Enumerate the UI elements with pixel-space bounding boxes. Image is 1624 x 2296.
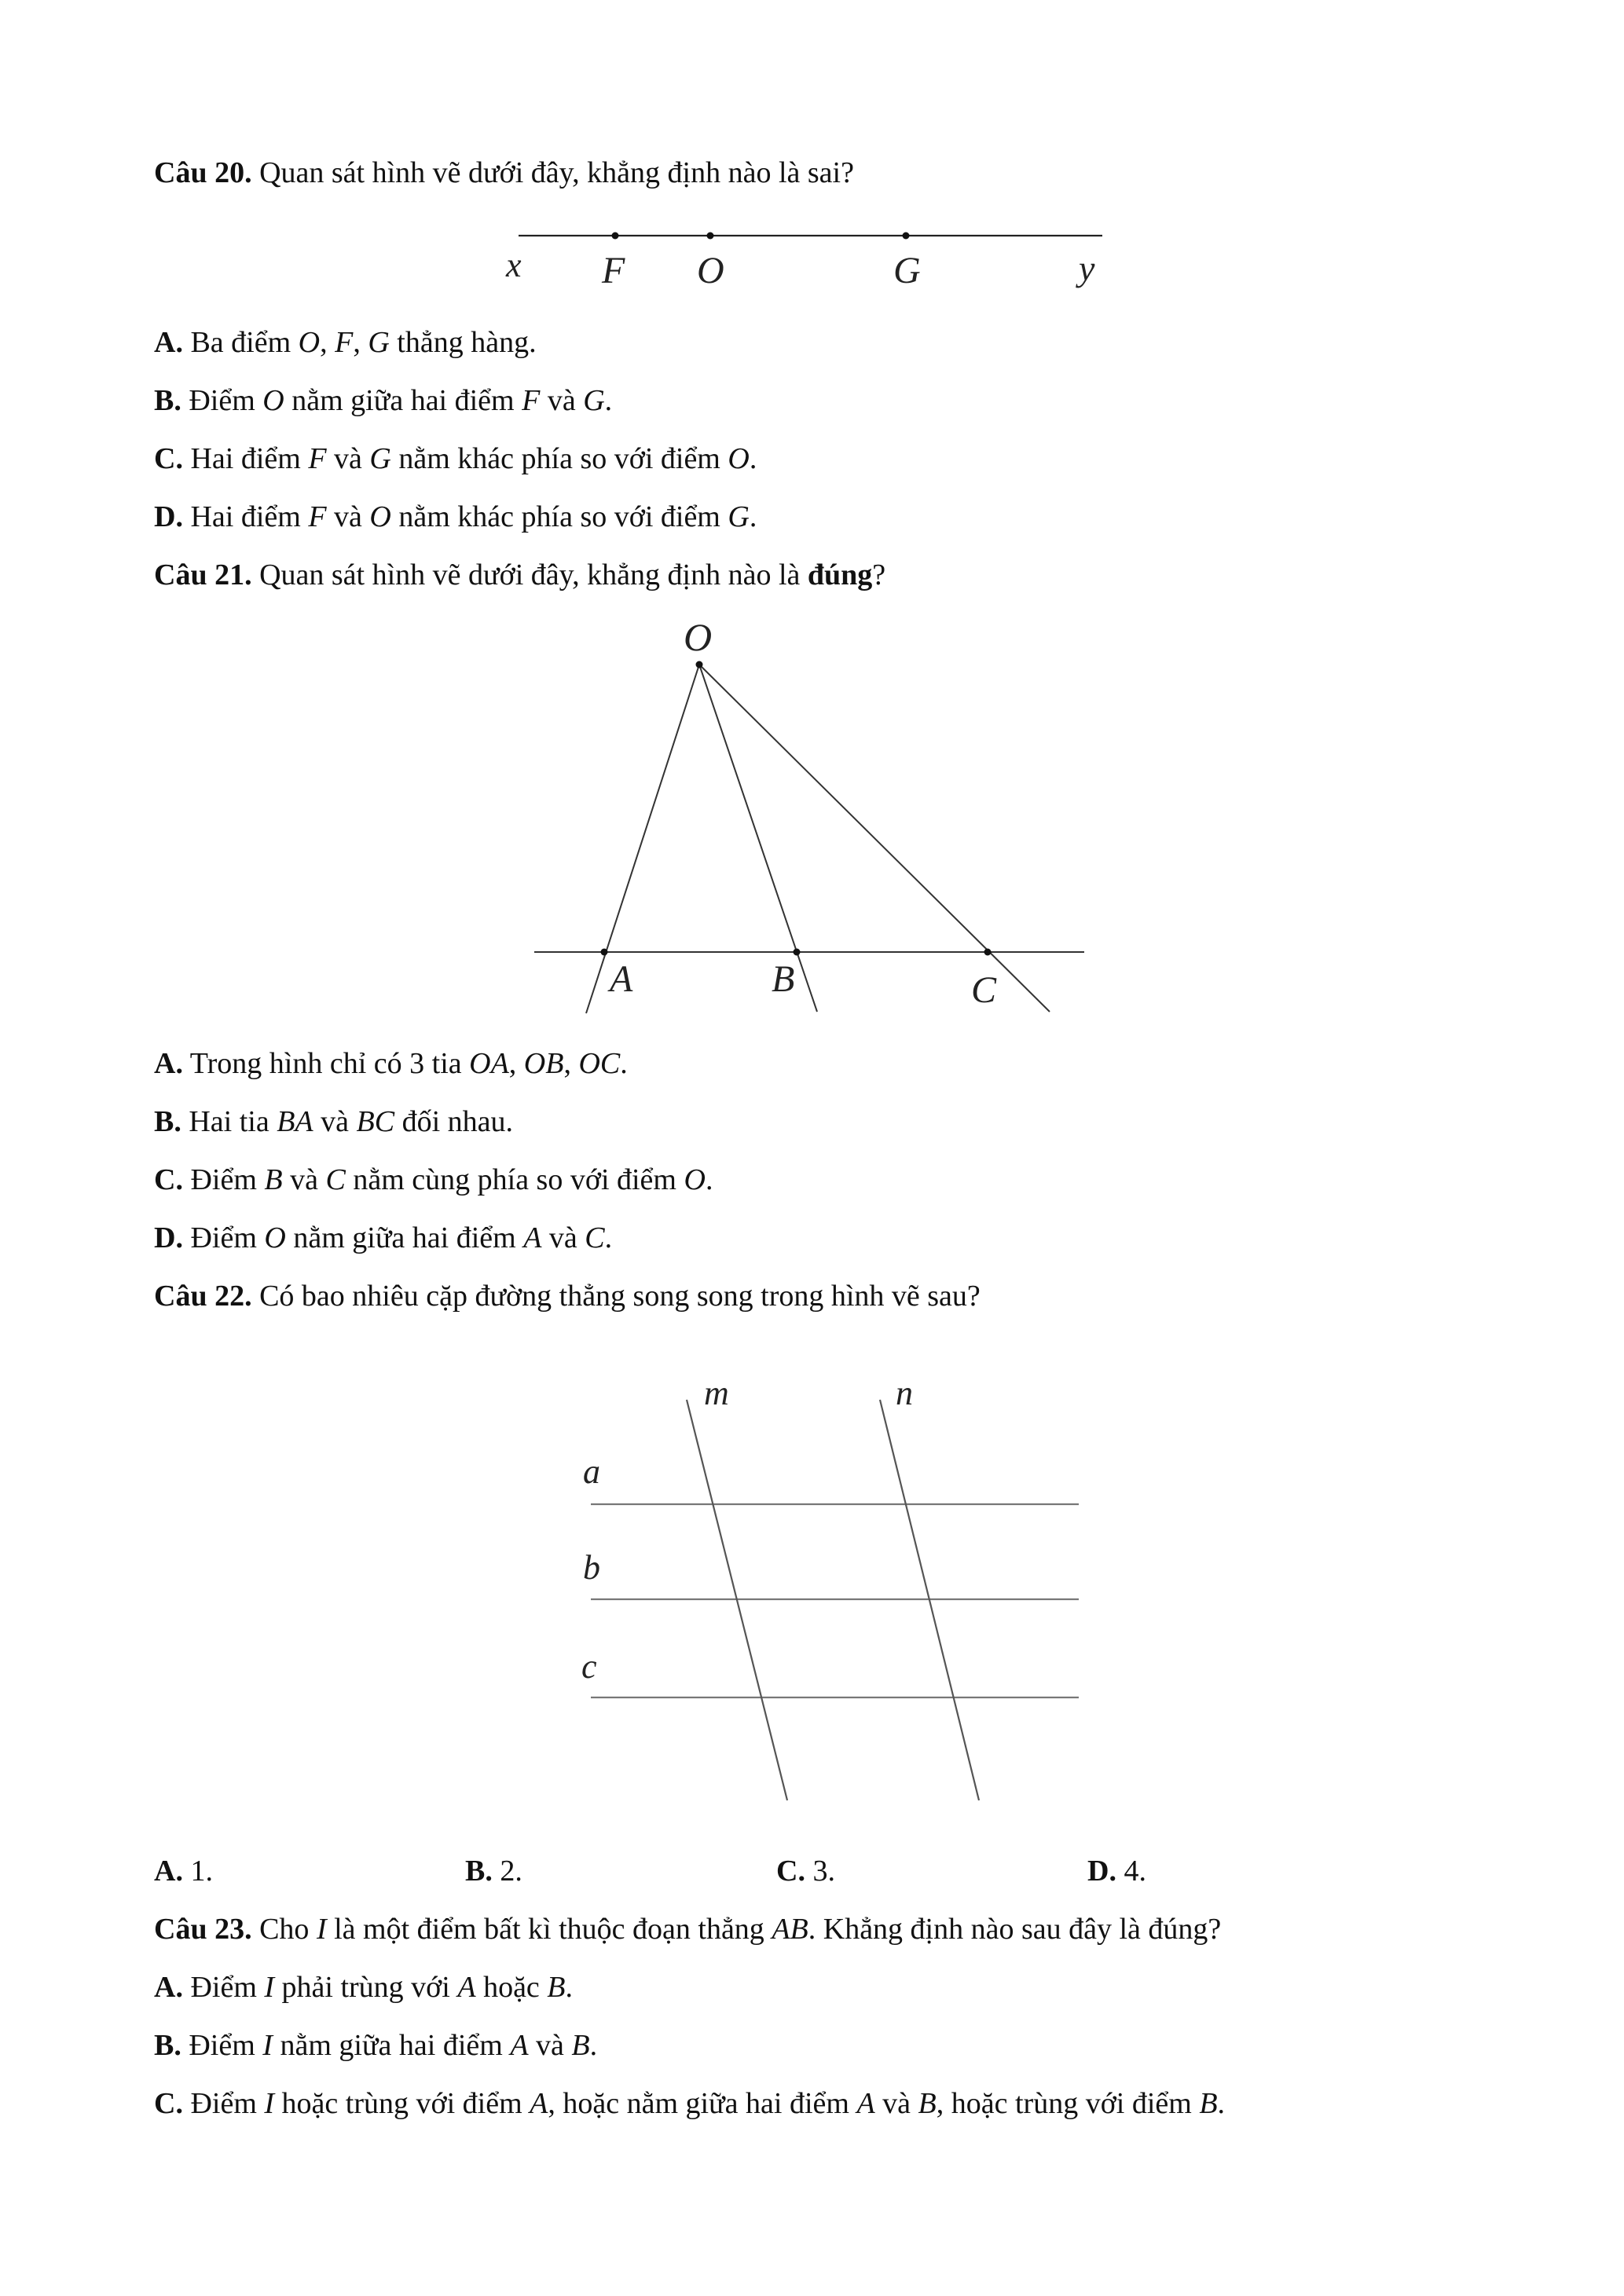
q23-option-b: B. Điểm I nằm giữa hai điểm A và B. bbox=[154, 2029, 598, 2062]
ray-oc bbox=[699, 665, 1050, 1012]
ray-oa bbox=[586, 665, 699, 1013]
q22-option-d: D. 4. bbox=[1087, 1855, 1146, 1888]
point-F bbox=[612, 233, 619, 240]
q20-stem: Câu 20. Quan sát hình vẽ dưới đây, khẳng định nào là sai? bbox=[154, 156, 854, 189]
q20-option-d: D. Hai điểm F và O nằm khác phía so với điểm G. bbox=[154, 500, 757, 533]
point-A bbox=[601, 949, 608, 956]
point-B bbox=[794, 949, 801, 956]
ray-ob bbox=[699, 665, 817, 1012]
label-O: O bbox=[684, 615, 713, 659]
q21-option-c: C. Điểm B và C nằm cùng phía so với điểm O. bbox=[154, 1163, 713, 1196]
q21-figure bbox=[526, 613, 1092, 1021]
label-n: n bbox=[896, 1374, 913, 1412]
point-O bbox=[696, 661, 703, 668]
q20-number: Câu 20. bbox=[154, 156, 252, 189]
q21-number: Câu 21. bbox=[154, 558, 252, 591]
q21-stem: Câu 21. Quan sát hình vẽ dưới đây, khẳng định nào là đúng? bbox=[154, 558, 886, 591]
q21-option-d: D. Điểm O nằm giữa hai điểm A và C. bbox=[154, 1221, 613, 1254]
q22-figure bbox=[566, 1367, 1084, 1807]
q20-option-c: C. Hai điểm F và G nằm khác phía so với điểm O. bbox=[154, 442, 757, 475]
q21-option-a: A. Trong hình chỉ có 3 tia OA, OB, OC. bbox=[154, 1047, 628, 1080]
label-F: F bbox=[602, 250, 625, 291]
label-O: O bbox=[697, 250, 724, 291]
q22-option-b: B. 2. bbox=[465, 1855, 522, 1888]
label-b: b bbox=[583, 1548, 600, 1587]
q23-stem: Câu 23. Cho I là một điểm bất kì thuộc đoạn thẳng AB. Khẳng định nào sau đây là đúng? bbox=[154, 1913, 1222, 1946]
label-y: y bbox=[1079, 248, 1095, 288]
q20-option-a: A. Ba điểm O, F, G thẳng hàng. bbox=[154, 326, 537, 359]
label-c: c bbox=[581, 1647, 597, 1686]
q22-option-a: A. 1. bbox=[154, 1855, 213, 1888]
q20-figure bbox=[503, 220, 1116, 306]
label-G: G bbox=[893, 250, 921, 291]
label-A: A bbox=[610, 958, 633, 1000]
label-a: a bbox=[583, 1452, 600, 1491]
q23-option-a: A. Điểm I phải trùng với A hoặc B. bbox=[154, 1971, 574, 2004]
label-m: m bbox=[704, 1374, 729, 1412]
label-B: B bbox=[772, 958, 795, 1000]
q22-number: Câu 22. bbox=[154, 1280, 252, 1313]
point-G bbox=[903, 233, 910, 240]
label-C: C bbox=[971, 969, 997, 1011]
point-C bbox=[984, 949, 992, 956]
label-x: x bbox=[506, 246, 522, 284]
q23-number: Câu 23. bbox=[154, 1913, 252, 1946]
q22-stem: Câu 22. Có bao nhiêu cặp đường thẳng song song trong hình vẽ sau? bbox=[154, 1280, 981, 1313]
q23-option-c: C. Điểm I hoặc trùng với điểm A, hoặc nằm giữa hai điểm A và B, hoặc trùng với điểm B. bbox=[154, 2087, 1226, 2120]
q21-option-b: B. Hai tia BA và BC đối nhau. bbox=[154, 1105, 514, 1138]
point-O bbox=[707, 233, 714, 240]
q22-option-c: C. 3. bbox=[776, 1855, 835, 1888]
q20-option-b: B. Điểm O nằm giữa hai điểm F và G. bbox=[154, 384, 613, 417]
